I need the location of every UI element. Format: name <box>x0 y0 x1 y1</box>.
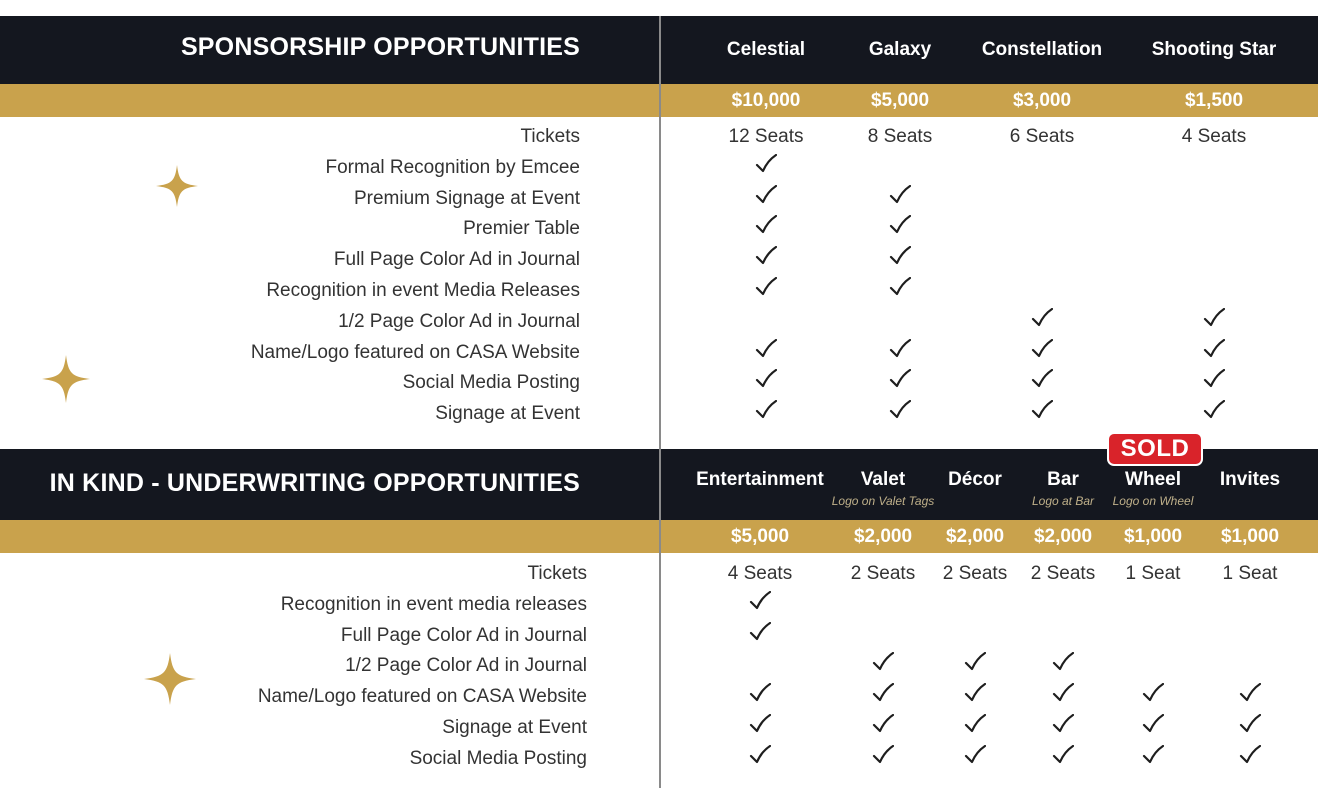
checkmark-icon <box>749 745 771 765</box>
checkmark-icon <box>889 400 911 420</box>
checkmark-icon <box>1052 714 1074 734</box>
benefit-label: Recognition in event Media Releases <box>266 280 580 301</box>
benefit-label: Social Media Posting <box>402 372 580 394</box>
benefit-label: Tickets <box>527 563 587 584</box>
benefit-label: Social Media Posting <box>409 747 587 769</box>
checkmark-icon <box>1031 308 1053 328</box>
checkmark-icon <box>872 745 894 765</box>
tier-name: Wheel <box>1125 469 1181 490</box>
checkmark-icon <box>1239 745 1261 765</box>
checkmark-icon <box>1031 339 1053 359</box>
tier-price: $1,000 <box>1123 526 1183 547</box>
column-divider <box>659 16 661 788</box>
checkmark-icon <box>889 277 911 297</box>
sponsorship-title: SPONSORSHIP OPPORTUNITIES <box>180 33 580 61</box>
checkmark-icon <box>1239 714 1261 734</box>
sparkle-icon <box>156 165 198 212</box>
checkmark-icon <box>964 745 986 765</box>
seat-count: 4 Seats <box>1181 126 1247 147</box>
seat-count: 1 Seat <box>1125 563 1181 584</box>
tier-name: Valet <box>860 469 906 490</box>
seat-count: 2 Seats <box>1030 563 1096 584</box>
checkmark-icon <box>755 215 777 235</box>
checkmark-icon <box>1052 683 1074 703</box>
tier-price: $2,000 <box>1033 526 1093 547</box>
benefit-label: Tickets <box>520 126 580 147</box>
checkmark-icon <box>1203 339 1225 359</box>
checkmark-icon <box>755 154 777 174</box>
checkmark-icon <box>1203 308 1225 328</box>
benefit-label: Name/Logo featured on CASA Website <box>257 686 587 708</box>
checkmark-icon <box>755 185 777 205</box>
tier-price: $5,000 <box>870 90 930 111</box>
inkind-title: IN KIND - UNDERWRITING OPPORTUNITIES <box>49 469 580 497</box>
checkmark-icon <box>749 714 771 734</box>
checkmark-icon <box>889 185 911 205</box>
checkmark-icon <box>872 683 894 703</box>
tier-price: $2,000 <box>945 526 1005 547</box>
checkmark-icon <box>755 400 777 420</box>
seat-count: 8 Seats <box>867 126 933 147</box>
tier-price: $2,000 <box>853 526 913 547</box>
tier-price: $1,500 <box>1184 90 1244 111</box>
checkmark-icon <box>755 246 777 266</box>
checkmark-icon <box>755 277 777 297</box>
checkmark-icon <box>1052 745 1074 765</box>
checkmark-icon <box>1142 683 1164 703</box>
benefit-label: Signage at Event <box>435 403 580 425</box>
checkmark-icon <box>1142 745 1164 765</box>
tier-name: Celestial <box>726 39 806 60</box>
benefit-label: Premier Table <box>463 218 580 240</box>
benefit-label: Recognition in event media releases <box>280 593 587 615</box>
checkmark-icon <box>889 215 911 235</box>
checkmark-icon <box>755 369 777 389</box>
seat-count: 4 Seats <box>727 563 793 584</box>
tier-price: $10,000 <box>731 90 801 111</box>
tier-price: $3,000 <box>1012 90 1072 111</box>
tier-name: Entertainment <box>696 469 824 490</box>
checkmark-icon <box>1142 714 1164 734</box>
tier-subtitle: Logo on Valet Tags <box>831 494 935 508</box>
benefit-label: Premium Signage at Event <box>353 187 580 209</box>
sold-badge: SOLD <box>1107 432 1203 466</box>
checkmark-icon <box>964 683 986 703</box>
seat-count: 1 Seat <box>1222 563 1278 584</box>
benefit-label: 1/2 Page Color Ad in Journal <box>345 655 587 677</box>
benefit-label: Signage at Event <box>442 717 587 738</box>
checkmark-icon <box>749 622 771 642</box>
checkmark-icon <box>749 683 771 703</box>
checkmark-icon <box>872 714 894 734</box>
checkmark-icon <box>964 652 986 672</box>
checkmark-icon <box>889 246 911 266</box>
checkmark-icon <box>1239 683 1261 703</box>
benefit-label: Formal Recognition by Emcee <box>325 156 580 178</box>
seat-count: 12 Seats <box>728 126 804 147</box>
checkmark-icon <box>964 714 986 734</box>
benefit-label: Full Page Color Ad in Journal <box>340 624 587 646</box>
tier-name: Bar <box>1047 469 1079 490</box>
tier-price: $1,000 <box>1220 526 1280 547</box>
tier-name: Constellation <box>981 39 1103 60</box>
tier-price: $5,000 <box>730 526 790 547</box>
checkmark-icon <box>872 652 894 672</box>
seat-count: 6 Seats <box>1009 126 1075 147</box>
checkmark-icon <box>1052 652 1074 672</box>
tier-subtitle: Logo at Bar <box>1031 494 1095 508</box>
checkmark-icon <box>1203 400 1225 420</box>
benefit-label: Name/Logo featured on CASA Website <box>250 341 580 363</box>
sparkle-icon <box>42 355 90 408</box>
benefit-label: Full Page Color Ad in Journal <box>333 249 580 271</box>
tier-name: Décor <box>948 469 1002 490</box>
seat-count: 2 Seats <box>942 563 1008 584</box>
checkmark-icon <box>889 369 911 389</box>
seat-count: 2 Seats <box>850 563 916 584</box>
checkmark-icon <box>749 591 771 611</box>
checkmark-icon <box>1031 369 1053 389</box>
sparkle-icon <box>144 653 196 710</box>
checkmark-icon <box>1203 369 1225 389</box>
tier-subtitle: Logo on Wheel <box>1112 494 1194 508</box>
tier-name: Invites <box>1219 469 1281 490</box>
checkmark-icon <box>1031 400 1053 420</box>
tier-name: Shooting Star <box>1151 39 1277 60</box>
checkmark-icon <box>755 339 777 359</box>
tier-name: Galaxy <box>868 39 932 60</box>
checkmark-icon <box>889 339 911 359</box>
benefit-label: 1/2 Page Color Ad in Journal <box>338 310 580 332</box>
